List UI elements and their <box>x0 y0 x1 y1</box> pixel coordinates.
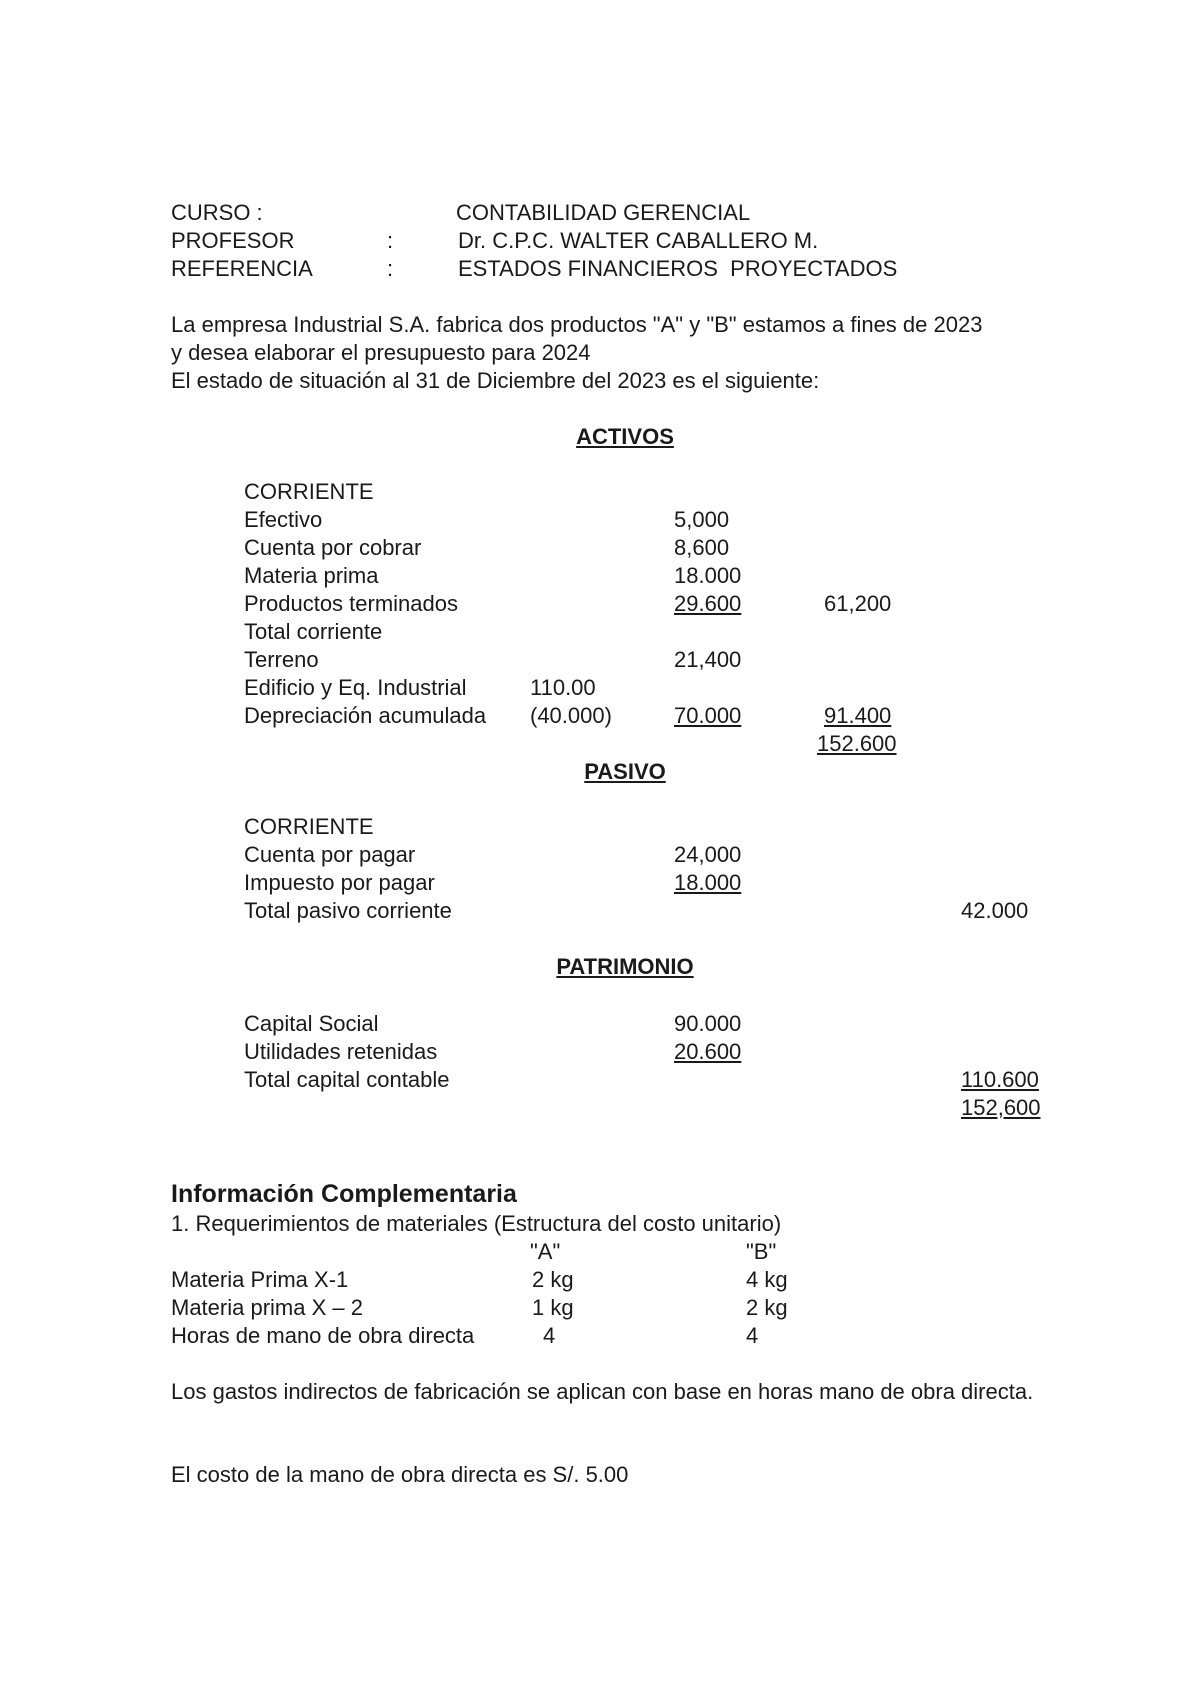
pasivo-label-impuesto: Impuesto por pagar <box>244 870 435 895</box>
activos-title: ACTIVOS <box>576 424 674 449</box>
info-col-a: "A" <box>530 1239 561 1264</box>
referencia-label: REFERENCIA <box>171 256 313 281</box>
info-row-b-horas: 4 <box>746 1323 759 1348</box>
patrimonio-title: PATRIMONIO <box>556 954 694 979</box>
info-paragraph-costo: El costo de la mano de obra directa es S/. 5.00 <box>171 1462 629 1487</box>
intro-line-3: El estado de situación al 31 de Diciembre del 2023 es el siguiente: <box>171 368 820 393</box>
activos-label-efectivo: Efectivo <box>244 507 323 532</box>
activos-total: 152.600 <box>817 731 897 756</box>
info-item-1: 1. Requerimientos de materiales (Estructura del costo unitario) <box>171 1211 782 1236</box>
activos-amount-terreno: 21,400 <box>674 647 742 672</box>
info-paragraph-gastos: Los gastos indirectos de fabricación se aplican con base en horas mano de obra directa. <box>171 1379 1034 1404</box>
patrimonio-label-capital: Capital Social <box>244 1011 379 1036</box>
referencia-value: ESTADOS FINANCIEROS PROYECTADOS <box>458 256 898 281</box>
pasivo-patrimonio-grand-total: 152,600 <box>961 1095 1041 1120</box>
intro-line-1: La empresa Industrial S.A. fabrica dos productos "A" y "B" estamos a fines de 2023 <box>171 312 983 337</box>
patrimonio-label-total: Total capital contable <box>244 1067 450 1092</box>
activos-amount-materia-prima: 18.000 <box>674 563 742 588</box>
activos-label-edificio: Edificio y Eq. Industrial <box>244 675 467 700</box>
activos-amount-cuenta-cobrar: 8,600 <box>674 535 730 560</box>
pasivo-amount-cuenta-pagar: 24,000 <box>674 842 742 867</box>
activos-label-materia-prima: Materia prima <box>244 563 379 588</box>
activos-gross-depreciacion: (40.000) <box>530 703 612 728</box>
activos-subtotal-no-corriente: 91.400 <box>824 703 892 728</box>
activos-amount-efectivo: 5,000 <box>674 507 730 532</box>
curso-value: CONTABILIDAD GERENCIAL <box>456 200 751 225</box>
patrimonio-total: 110.600 <box>961 1067 1039 1092</box>
activos-amount-productos-terminados: 29.600 <box>674 591 742 616</box>
patrimonio-amount-capital: 90.000 <box>674 1011 742 1036</box>
activos-label-cuenta-cobrar: Cuenta por cobrar <box>244 535 422 560</box>
activos-label-productos-terminados: Productos terminados <box>244 591 458 616</box>
activos-amount-depreciacion: 70.000 <box>674 703 742 728</box>
info-col-b: "B" <box>746 1239 777 1264</box>
pasivo-label-total: Total pasivo corriente <box>244 898 452 923</box>
pasivo-corriente: CORRIENTE <box>244 814 374 839</box>
info-row-label-x1: Materia Prima X-1 <box>171 1267 349 1292</box>
info-row-label-horas: Horas de mano de obra directa <box>171 1323 475 1348</box>
pasivo-title: PASIVO <box>584 759 666 784</box>
patrimonio-label-utilidades: Utilidades retenidas <box>244 1039 438 1064</box>
activos-label-terreno: Terreno <box>244 647 319 672</box>
pasivo-total: 42.000 <box>961 898 1029 923</box>
info-title: Información Complementaria <box>171 1180 517 1208</box>
patrimonio-amount-utilidades: 20.600 <box>674 1039 742 1064</box>
pasivo-label-cuenta-pagar: Cuenta por pagar <box>244 842 416 867</box>
intro-line-2: y desea elaborar el presupuesto para 2024 <box>171 340 591 365</box>
info-row-b-x2: 2 kg <box>746 1295 788 1320</box>
activos-corriente: CORRIENTE <box>244 479 374 504</box>
activos-subtotal-corriente: 61,200 <box>824 591 892 616</box>
info-row-a-x1: 2 kg <box>532 1267 574 1292</box>
profesor-label: PROFESOR <box>171 228 295 253</box>
curso-label: CURSO : <box>171 200 263 225</box>
activos-label-total-corriente: Total corriente <box>244 619 383 644</box>
pasivo-amount-impuesto: 18.000 <box>674 870 742 895</box>
activos-gross-edificio: 110.00 <box>530 675 596 700</box>
info-row-b-x1: 4 kg <box>746 1267 788 1292</box>
profesor-value: Dr. C.P.C. WALTER CABALLERO M. <box>458 228 819 253</box>
info-row-label-x2: Materia prima X – 2 <box>171 1295 363 1320</box>
profesor-colon: : <box>387 228 394 253</box>
referencia-colon: : <box>387 256 394 281</box>
info-row-a-x2: 1 kg <box>532 1295 574 1320</box>
activos-label-depreciacion: Depreciación acumulada <box>244 703 487 728</box>
info-row-a-horas: 4 <box>543 1323 556 1348</box>
